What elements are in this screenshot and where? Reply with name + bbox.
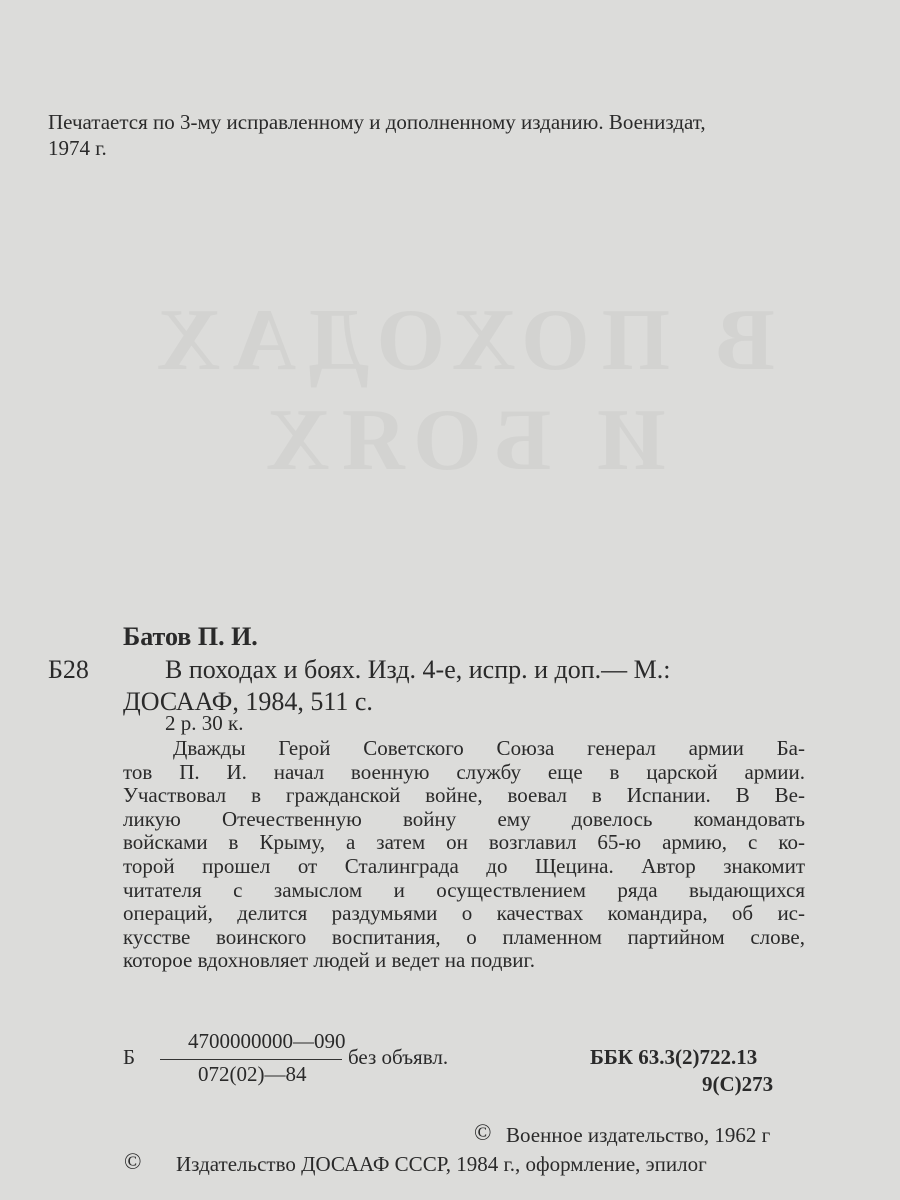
copyright-symbol: © xyxy=(474,1120,492,1145)
catalog-index: Б28 xyxy=(48,655,89,684)
annotation-line: ликую Отечественную войну ему довелось командовать xyxy=(123,806,805,831)
code-letter: Б xyxy=(123,1045,136,1069)
title-line2: ДОСААФ, 1984, 511 с. xyxy=(123,687,373,716)
annotation-line: торой прошел от Сталинграда до Щецина. Автор знакомит xyxy=(123,853,805,878)
annotation-line: операций, делится раздумьями о качествах командира, об ис- xyxy=(123,901,805,926)
fraction-bar xyxy=(160,1059,342,1060)
show-through-title-line2: И БОЯХ xyxy=(254,392,666,489)
copyright-line1: Военное издательство, 1962 г xyxy=(506,1123,771,1147)
edition-note-line1: Печатается по 3-му исправленному и дополненному изданию. Воениздат, xyxy=(48,110,706,134)
annotation-line: тов П. И. начал военную службу еще в царской армии. xyxy=(123,759,805,784)
bbk-code-2: 9(С)273 xyxy=(702,1072,774,1096)
annotation-line: Дважды Герой Советского Союза генерал армии Ба- xyxy=(173,736,805,760)
author-name: Батов П. И. xyxy=(123,622,258,651)
code-denominator: 072(02)—84 xyxy=(198,1062,307,1086)
price: 2 р. 30 к. xyxy=(165,711,244,735)
code-note: без объявл. xyxy=(348,1045,449,1069)
annotation-line: войсками в Крыму, а затем он возглавил 65-ю армию, с ко- xyxy=(123,830,805,855)
show-through-title-line1: В ПОХОДАХ xyxy=(145,292,775,389)
code-numerator: 4700000000—090 xyxy=(188,1029,346,1053)
title-line1: В походах и боях. Изд. 4-е, испр. и доп.— М.: xyxy=(165,655,671,684)
annotation-line: Участвовал в гражданской войне, воевал в Испании. В Ве- xyxy=(123,783,805,808)
edition-note-line2: 1974 г. xyxy=(48,136,107,160)
annotation-line: кусстве воинского воспитания, о пламенном партийном слове, xyxy=(123,924,805,949)
annotation-line: которое вдохновляет людей и ведет на подвиг. xyxy=(123,948,536,973)
copyright-symbol: © xyxy=(124,1149,142,1174)
bbk-code: ББК 63.3(2)722.13 xyxy=(590,1045,758,1069)
annotation-line: читателя с замыслом и осуществлением ряда выдающихся xyxy=(123,877,805,902)
annotation xyxy=(123,737,805,973)
copyright-line2: Издательство ДОСААФ СССР, 1984 г., оформление, эпилог xyxy=(176,1152,707,1176)
